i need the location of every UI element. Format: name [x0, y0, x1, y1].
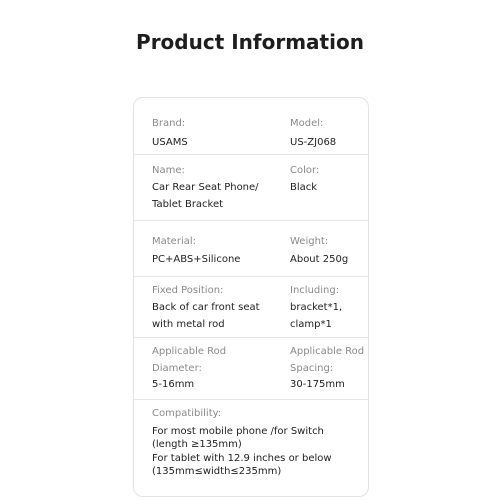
- spec-cell-fixed-position: [134, 277, 272, 337]
- spec-cell-rod-diameter: [134, 338, 272, 399]
- compatibility-value-line-2: (length ≥135mm): [152, 439, 242, 450]
- spec-row-brand-model: [134, 98, 368, 155]
- weight-value: About 250g: [290, 254, 349, 265]
- compatibility-value-line-1: For most mobile phone /for Switch: [152, 426, 324, 437]
- spec-cell-model: [290, 98, 368, 154]
- including-value-line-2: clamp*1: [290, 319, 332, 330]
- rod-spacing-label-line-1: Applicable Rod: [290, 346, 365, 357]
- compatibility-label: Compatibility:: [152, 408, 222, 419]
- rod-diameter-label-line-2: Diameter:: [152, 363, 202, 374]
- spec-cell-weight: [290, 221, 368, 276]
- rod-diameter-value: 5-16mm: [152, 379, 195, 390]
- fixed-position-value-line-2: with metal rod: [152, 319, 225, 330]
- weight-label: Weight:: [290, 236, 329, 247]
- model-label: Model:: [290, 118, 324, 129]
- rod-spacing-value: 30-175mm: [290, 379, 345, 390]
- fixed-position-value-line-1: Back of car front seat: [152, 302, 260, 313]
- fixed-position-label: Fixed Position:: [152, 285, 224, 296]
- spec-cell-name: [134, 155, 272, 220]
- spec-row-material-weight: [134, 221, 368, 277]
- spec-card: [133, 97, 369, 497]
- spec-row-compatibility: [134, 400, 368, 496]
- color-value: Black: [290, 182, 318, 193]
- material-label: Material:: [152, 236, 196, 247]
- name-value-line-2: Tablet Bracket: [152, 199, 224, 210]
- rod-diameter-label-line-1: Applicable Rod: [152, 346, 227, 357]
- spec-cell-including: [290, 277, 368, 337]
- spec-cell-rod-spacing: [290, 338, 368, 399]
- spec-row-position-including: [134, 277, 368, 338]
- rod-spacing-label-line-2: Spacing:: [290, 363, 334, 374]
- color-label: Color:: [290, 165, 320, 176]
- brand-label: Brand:: [152, 118, 186, 129]
- name-label: Name:: [152, 165, 185, 176]
- spec-cell-color: [290, 155, 368, 220]
- model-value: US-ZJ068: [290, 137, 337, 148]
- spec-cell-material: [134, 221, 272, 276]
- compatibility-value-line-4: (135mm≤width≤235mm): [152, 466, 282, 477]
- including-label: Including:: [290, 285, 340, 296]
- brand-value: USAMS: [152, 137, 188, 148]
- name-value-line-1: Car Rear Seat Phone/: [152, 182, 259, 193]
- spec-row-name-color: [134, 155, 368, 221]
- material-value: PC+ABS+Silicone: [152, 254, 241, 265]
- including-value-line-1: bracket*1,: [290, 302, 343, 313]
- compatibility-value-line-3: For tablet with 12.9 inches or below: [152, 453, 332, 464]
- spec-cell-brand: [134, 98, 272, 154]
- spec-row-rod: [134, 338, 368, 400]
- page-title: Product Information: [136, 30, 364, 54]
